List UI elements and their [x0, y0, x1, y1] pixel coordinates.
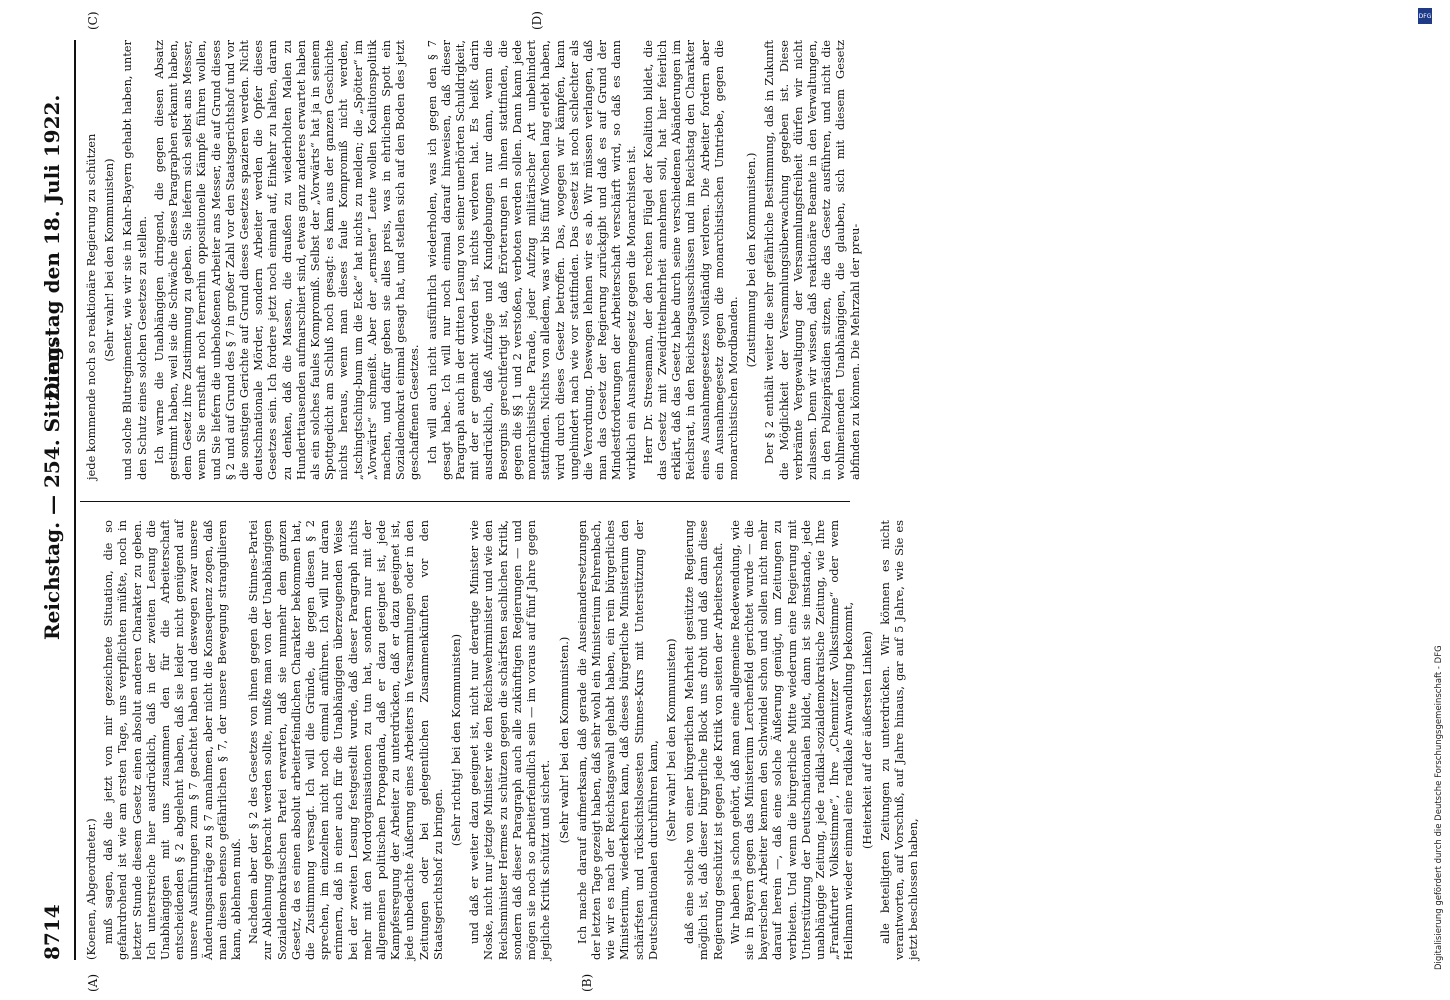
margin-marker-c: (C)	[86, 11, 100, 30]
margin-marker-a: (A)	[86, 973, 100, 992]
paragraph: Ich mache darauf aufmerksam, daß gerade die Auseinandersetzungen der letzten Tage gezeigt haben, daß sehr wohl ein Ministerium Fehrenbach, wie wir es nach der Reichstagswahl gehabt haben, ein rein bürgerliches Ministerium, wiederkehren kann, daß dieses bürgerliche Ministerium den schärfsten und rücksichtslosesten Stinnes-Kurs mit Unterstützung der Deutschnationalen durchführen kann,	[574, 520, 660, 960]
interjection: (Sehr richtig! bei den Kommunisten)	[449, 633, 464, 847]
interjection: (Sehr wahr! bei den Kommunisten)	[102, 158, 117, 362]
right-column	[84, 40, 862, 480]
left-column	[84, 520, 921, 960]
paragraph: und daß er weiter dazu geeignet ist, nicht nur derartige Minister wie Noske, nicht nur jetzige Minister wie den Reichswehrminister und wie den Reichsminister Hermes zu schützen gegen die schärfsten sachlichen Kritik, sondern daß dieser Paragraph auch alle zukünftigen Regierungen — und mögen sie noch so arbeiterfeindlich sein — im voraus auf fünf Jahre gegen jegliche Kritik schützt und sichert.	[467, 520, 553, 960]
paragraph: und solche Blutregimenter, wie wir sie in Kahr-Bayern gehabt haben, unter den Schutz eines solchen Gesetzes zu stellen.	[120, 40, 149, 480]
session-date: Dienstag den 18. Juli 1922.	[40, 94, 64, 400]
paragraph: alle beteiligten Zeitungen zu unterdrücken. Wir können es nicht verantworten, auf Vorschuß, auf Jahre hinaus, gar auf 5 Jahre, wie Sie es jetzt beschlossen haben,	[877, 520, 921, 960]
paragraph: jede kommende noch so reaktionäre Regierung zu schützen	[84, 133, 98, 480]
paragraph: muß sagen, daß die jetzt von mir gezeichnete Situation, die so gefahrdrohend ist wie am ersten Tage, uns verpflichten müßte, noch in letzter Stunde diesem Gesetz einen absolut anderen Charakter zu geben. Ich unterstreiche hier ausdrücklich, daß in der zweiten Lesung die Unabhängigen mit uns zusammen den für die Arbeiterschaft entscheidenden § 2 abgelehnt haben, daß sie leider nicht genügend auf unsere Ausführungen zum § 7 geachtet haben und deswegen zwar unsere Änderungsanträge zu § 7 annahmen, aber nicht die Konsequenz zogen, daß man diesen ebenso gefährlichen § 7, der unsere Bewegung strangulieren kann, ablehnen muß.	[101, 520, 244, 960]
digitization-credit: Digitalisierung gefördert durch die Deutsche Forschungsgemeinschaft - DFG	[1434, 645, 1444, 970]
paragraph: Der § 2 enthält weiter die sehr gefährliche Bestimmung, daß in Zukunft die Möglichkeit der Versammlungsüberwachung gegeben ist. Diese verbrämte Vergewaltigung der Versammlungsfreiheit dürfen wir nicht zulassen. Denn wir wissen, daß reaktionäre Beamte in den Verwaltungen, in den Polizeipräsidien sitzen, die das Gesetz ausführen, und nicht die wohlmeinenden Unabhängigen, die glauben, sich mit diesem Gesetz abfinden zu können. Die Mehrzahl der preu-	[762, 40, 862, 480]
interjection: (Zustimmung bei den Kommunisten.)	[744, 152, 759, 368]
column-divider	[80, 501, 850, 502]
margin-marker-b: (B)	[580, 973, 594, 992]
interjection: (Heiterkeit auf der äußersten Linken)	[859, 630, 874, 850]
paragraph: Ich will auch nicht ausführlich wiederholen, was ich gegen den § 7 gesagt habe. Ich will nur noch einmal darauf hinweisen, daß dieser Paragraph auch in der dritten Lesung von seiner unerhörten Schuldrigkeit, mit der er gemacht worden ist, nichts verloren hat. Es heißt darin ausdrücklich, daß Aufzüge und Kundgebungen nur dann, wenn die Besorgnis gerechtfertigt ist, daß Erörterungen in ihnen stattfinden, die gegen die §§ 1 und 2 verstoßen, verboten werden sollen. Dann kann jede monarchistische Parade, jeder Aufzug militärischer Art unbehindert stattfinden. Nichts von alledem, was wir bis fünf Wochen lang erlebt haben, wird durch dieses Gesetz betroffen. Das, wogegen wir kämpfen, kann ungehindert nach wie vor stattfinden. Das Gesetz ist noch schlechter als die Verordnung. Deswegen lehnen wir es ab. Wir müssen verlangen, daß man das Gesetz der Regierung zurückgibt und daß es auf Grund der Mindestforderungen der Arbeiterschaft verschärft wird, so daß es dann wirklich ein Ausnahmegesetz gegen die Monarchisten ist.	[424, 40, 638, 480]
paragraph: Nachdem aber der § 2 des Gesetzes von ihnen gegen die Stinnes-Partei zur Ablehnung gebracht werden sollte, mußte man von der Unabhängigen Sozialdemokratischen Partei erwarten, daß sie nunmehr dem ganzen Gesetz, da es einen absolut arbeiterfeindlichen Charakter bekommen hat, die Zustimmung versagt. Ich will die Gründe, die gegen diesen § 2 sprechen, im einzelnen nicht noch einmal anführen. Ich will nur daran erinnern, daß in einer auch für die Unabhängigen überzeugenden Weise bei der zweiten Lesung festgestellt wurde, daß dieser Paragraph nichts mehr mit den Mordorganisationen zu tun hat, sondern nur mit der allgemeinen politischen Propaganda, daß er dazu geeignet ist, jede Kampfesregung der Arbeiter zu unterdrücken, daß er dazu geeignet ist, jede unbedachte Äußerung eines Arbeiters in Versammlungen oder in den Zeitungen oder bei gelegentlichen Zusammenkünften vor den Staatsgerichtshof zu bringen.	[246, 520, 445, 960]
paragraph: Wir haben ja schon gehört, daß man eine allgemeine Redewendung, wie sie in Bayern gegen das Ministerium Lerchenfeld gerichtet wurde — die bayerischen Arbeiter kennen den Schwindel schon und sollen nicht mehr darauf herein —, daß eine solche Äußerung genügt, um Zeitungen zu verbieten. Und wenn die bürgerliche Mitte wiederum eine Regierung mit Unterstützung der Deutschnationalen bildet, dann ist sie imstande, jede unabhängige Zeitung, jede radikal-sozialdemokratische Zeitung, wie Ihre „Frankfurter Volksstimme“, Ihre „Chemnitzer Volksstimme“ oder wem Heilmann wieder einmal eine radikale Anwandlung bekommt,	[727, 520, 856, 960]
session-title: Reichstag. — 254. Sitzung.	[40, 339, 64, 640]
interjection: (Sehr wahr! bei den Kommunisten)	[663, 638, 678, 842]
page-header	[34, 40, 76, 960]
paragraph: Herr Dr. Stresemann, der den rechten Flügel der Koalition bildet, die das Gesetz mit Zweidrittelmehrheit annehmen soll, hat hier feierlich erklärt, daß das Gesetz habe durch seine verschiedenen Abänderungen im Reichsrat, in den Reichstagsausschüssen und im Reichstag den Charakter eines Ausnahmegesetzes vollständig verloren. Die Arbeiter fordern aber ein Ausnahmegesetz gegen die monarchistischen Umtriebe, gegen die monarchistischen Mordbanden.	[640, 40, 740, 480]
paragraph: Ich warne die Unabhängigen dringend, die gegen diesen Absatz gestimmt haben, weil sie die Schwäche dieses Paragraphen erkannt haben, dem Gesetz ihre Zustimmung zu geben. Sie liefern sich selbst ans Messer, wenn Sie ernsthaft noch fernerhin oppositionelle Kämpfe führen wollen, und Sie liefern die unbehoßenen Arbeiter ans Messer, die auf Grund dieses § 2 und auf Grund des § 7 in großer Zahl vor den Staatsgerichtshof und vor die sonstigen Gerichte auf Grund dieses Gesetzes spazieren werden. Nicht deutschnationale Mörder, sondern Arbeiter werden die Opfer dieses Gesetzes sein. Ich fordere jetzt noch einmal auf, Einkehr zu halten, daran zu denken, daß die Massen, die draußen zu wiederholten Malen zu Hunderttausenden aufmarschiert sind, etwas ganz anderes erwartet haben als ein solches faules Kompromiß. Selbst der „Vorwärts“ hat ja in seinem Spottgedicht am Schluß noch gesagt: es kam aus der ganzen Geschichte nichts heraus, wenn man dieses faule Kompromiß nicht werden, „tschingtsching-bum um die Ecke“ hat nichts zu melden; die „Spötter“ im „Vorwärts“ schmeißt. Aber der „ernsten“ Leute wollen Koalitionspolitik machen, und dafür geben sie alles preis, was in ehrlichem Spott ein Sozialdemokrat einmal gesagt hat, und stellen sich auf den Boden des jetzt geschaffenen Gesetzes.	[151, 40, 422, 480]
digitization-footer	[1418, 12, 1444, 970]
page-number: 8714	[40, 904, 64, 960]
speaker-label: (Koenen, Abgeordneter.)	[84, 818, 98, 960]
paragraph: daß eine solche von einer bürgerlichen Mehrheit gestützte Regierung möglich ist, daß dieser bürgerliche Block uns droht und daß dann diese Regierung geschützt ist gegen jede Kritik von seiten der Arbeiterschaft.	[682, 520, 725, 960]
dfg-logo: DFG	[1418, 8, 1432, 24]
margin-marker-d: (D)	[530, 11, 544, 30]
interjection: (Sehr wahr! bei den Kommunisten.)	[556, 636, 571, 844]
